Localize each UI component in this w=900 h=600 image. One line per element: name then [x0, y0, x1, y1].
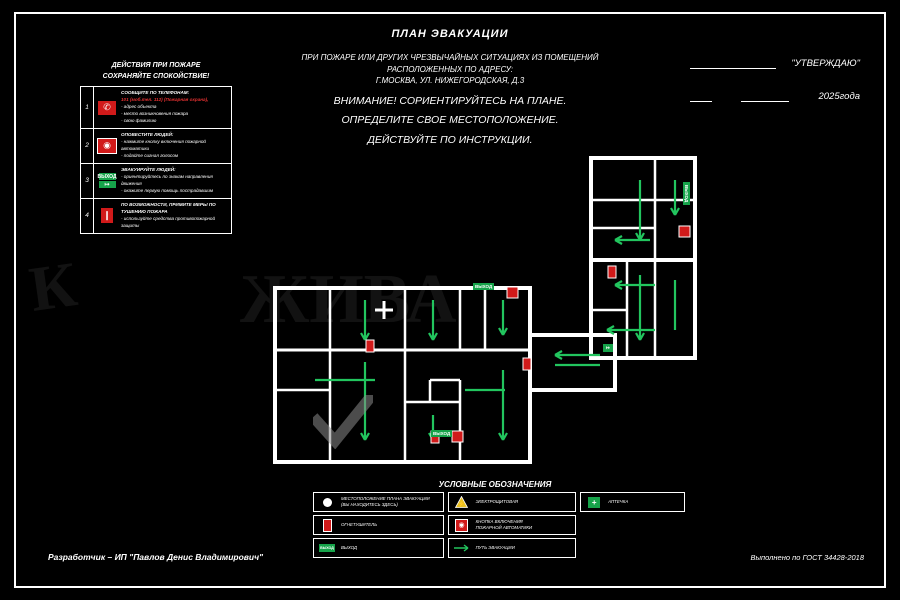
instruction-number: 4 — [81, 199, 94, 233]
standard-note: Выполнено по ГОСТ 34428-2018 — [750, 553, 864, 562]
exit-sign-plan-3: ↦ — [603, 344, 613, 352]
phone-icon: ✆ — [98, 101, 116, 115]
instruction-number: 1 — [81, 87, 94, 127]
approval-block — [690, 58, 860, 102]
alarm-button-icon — [679, 226, 690, 237]
instruction-icon-cell — [94, 129, 120, 163]
instruction-text — [120, 199, 231, 233]
instruction-line: - ориентируйтесь по знакам направления — [121, 173, 213, 179]
evacuation-route-icon — [452, 544, 472, 552]
legend — [313, 492, 685, 558]
legend-text — [341, 496, 430, 508]
instruction-line: - нажмите кнопку включения пожарной — [121, 138, 206, 144]
plan-subtitle — [278, 52, 622, 87]
instruction-number: 2 — [81, 129, 94, 163]
alarm-button-icon — [507, 287, 518, 298]
instruction-line: движения — [121, 180, 142, 186]
notice-line-2: ОПРЕДЕЛИТЕ СВОЕ МЕСТОПОЛОЖЕНИЕ. — [341, 114, 559, 127]
legend-item — [313, 492, 444, 512]
checkmark-overlay — [313, 395, 373, 449]
instructions-title — [80, 60, 232, 82]
approval-month-line — [741, 93, 789, 102]
instruction-line: - адрес объекта — [121, 104, 157, 110]
legend-text: ВЫХОД — [341, 545, 357, 551]
instruction-row — [81, 129, 231, 164]
instruction-red: 101 (моб.тел. 112) (Пожарная охрана), — [121, 97, 209, 103]
first-aid-icon: + — [584, 497, 604, 508]
instruction-row — [81, 199, 231, 233]
legend-column-1 — [313, 492, 444, 558]
approval-day-line — [690, 93, 712, 102]
approval-label: "УТВЕРЖДАЮ" — [791, 58, 860, 69]
instruction-line: - окажите первую помощь пострадавшим — [121, 187, 214, 193]
instructions-table — [80, 86, 232, 233]
legend-text — [476, 519, 533, 531]
alarm-button-icon — [452, 431, 463, 442]
legend-item — [313, 515, 444, 535]
subtitle-line-1: ПРИ ПОЖАРЕ ИЛИ ДРУГИХ ЧРЕЗВЫЧАЙНЫХ СИТУАЦИЯХ ИЗ ПОМЕЩЕНИЙ — [301, 53, 599, 62]
legend-title: УСЛОВНЫЕ ОБОЗНАЧЕНИЯ — [438, 480, 552, 489]
instruction-icon-cell — [94, 87, 120, 127]
exit-sign-icon: ВЫХОД — [97, 173, 117, 180]
legend-column-2 — [448, 492, 577, 558]
instruction-row — [81, 87, 231, 128]
page-title: ПЛАН ЭВАКУАЦИИ — [391, 28, 509, 40]
instructions-title-line-2: СОХРАНЯЙТЕ СПОКОЙСТВИЕ! — [102, 73, 210, 81]
running-man-icon: ↦ — [99, 181, 116, 188]
legend-item — [448, 538, 577, 558]
approval-year: 2025года — [818, 91, 860, 102]
extinguisher-icon — [366, 340, 374, 352]
legend-item — [580, 492, 685, 512]
extinguisher-icon: ❙ — [101, 208, 113, 223]
approval-signature-line — [690, 60, 776, 69]
instruction-number: 3 — [81, 164, 94, 198]
exit-sign-plan-4: ВЫХОД — [683, 182, 690, 205]
legend-item — [313, 538, 444, 558]
developer-credit: Разработчик – ИП "Павлов Денис Владимирович" — [48, 552, 264, 562]
exit-sign-plan-2: ВЫХОД — [433, 431, 451, 436]
instruction-line: автоматики — [121, 145, 150, 151]
watermark-center: ЖИВА — [240, 261, 457, 338]
instruction-line: - подайте сигнал голосом — [121, 152, 179, 158]
extinguisher-icon — [608, 266, 616, 278]
legend-column-3 — [580, 492, 685, 558]
legend-item — [448, 492, 577, 512]
instruction-text — [120, 129, 231, 163]
legend-text: ПУТЬ ЭВАКУАЦИИ — [475, 545, 515, 551]
legend-text-line: (ВЫ НАХОДИТЕСЬ ЗДЕСЬ) — [341, 502, 398, 507]
alarm-button-icon: ◉ — [97, 138, 117, 154]
notice-line-1: ВНИМАНИЕ! СОРИЕНТИРУЙТЕСЬ НА ПЛАНЕ. — [333, 95, 567, 107]
instruction-icon-cell — [94, 199, 120, 233]
instruction-text — [120, 164, 231, 198]
door-marks — [375, 301, 393, 319]
legend-text-line: ПОЖАРНОЙ АВТОМАТИКИ — [475, 525, 533, 530]
electrical-panel-icon — [452, 496, 472, 508]
instruction-head: ЭВАКУИРУЙТЕ ЛЮДЕЙ: — [121, 166, 176, 172]
instruction-line: - используйте средства противопожарной — [121, 215, 216, 221]
instructions-block — [80, 60, 232, 234]
extinguisher-icon — [317, 519, 337, 532]
svg-text:⚡: ⚡ — [457, 502, 466, 508]
instruction-head: ОПОВЕСТИТЕ ЛЮДЕЙ: — [121, 131, 174, 137]
instructions-title-line-1: ДЕЙСТВИЯ ПРИ ПОЖАРЕ — [111, 62, 201, 69]
exit-sign-plan-1: ВЫХОД — [475, 284, 493, 289]
legend-text: АПТЕЧКА — [608, 499, 629, 505]
instruction-icon-cell — [94, 164, 120, 198]
subtitle-line-2: РАСПОЛОЖЕННЫХ ПО АДРЕСУ: — [387, 64, 513, 74]
instruction-line: защиты — [121, 222, 140, 228]
notice-line-3: ДЕЙСТВУЙТЕ ПО ИНСТРУКЦИИ. — [367, 133, 533, 146]
alarm-button-icon: ◉ — [452, 519, 472, 532]
legend-text-line: КНОПКА ВКЛЮЧЕНИЯ — [475, 519, 523, 525]
exit-sign-icon: ВЫХОД — [320, 546, 334, 550]
instruction-row — [81, 164, 231, 199]
instruction-line: ТУШЕНИЮ ПОЖАРА — [121, 208, 168, 214]
instruction-head: СООБЩИТЕ ПО ТЕЛЕФОНАМ: — [121, 90, 190, 96]
legend-text-line: МЕСТОПОЛОЖЕНИЕ ПЛАНА ЭВАКУАЦИИ — [341, 496, 430, 502]
you-are-here-icon — [317, 498, 337, 507]
instruction-line: - место возникновения пожара — [121, 111, 189, 117]
watermark-left: К — [25, 248, 82, 325]
subtitle-line-3: Г.МОСКВА, УЛ. НИЖЕГОРОДСКАЯ, Д.3 — [375, 76, 525, 86]
instruction-head: ПО ВОЗМОЖНОСТИ, ПРИМИТЕ МЕРЫ ПО — [121, 201, 216, 207]
instruction-text — [120, 87, 231, 127]
legend-text: ОГНЕТУШИТЕЛЬ — [341, 522, 378, 528]
legend-text: ЭЛЕКТРОЩИТОВАЯ — [475, 499, 518, 505]
extinguisher-icon — [523, 358, 531, 370]
instruction-line: - свою фамилию — [121, 117, 157, 123]
legend-item — [448, 515, 577, 535]
